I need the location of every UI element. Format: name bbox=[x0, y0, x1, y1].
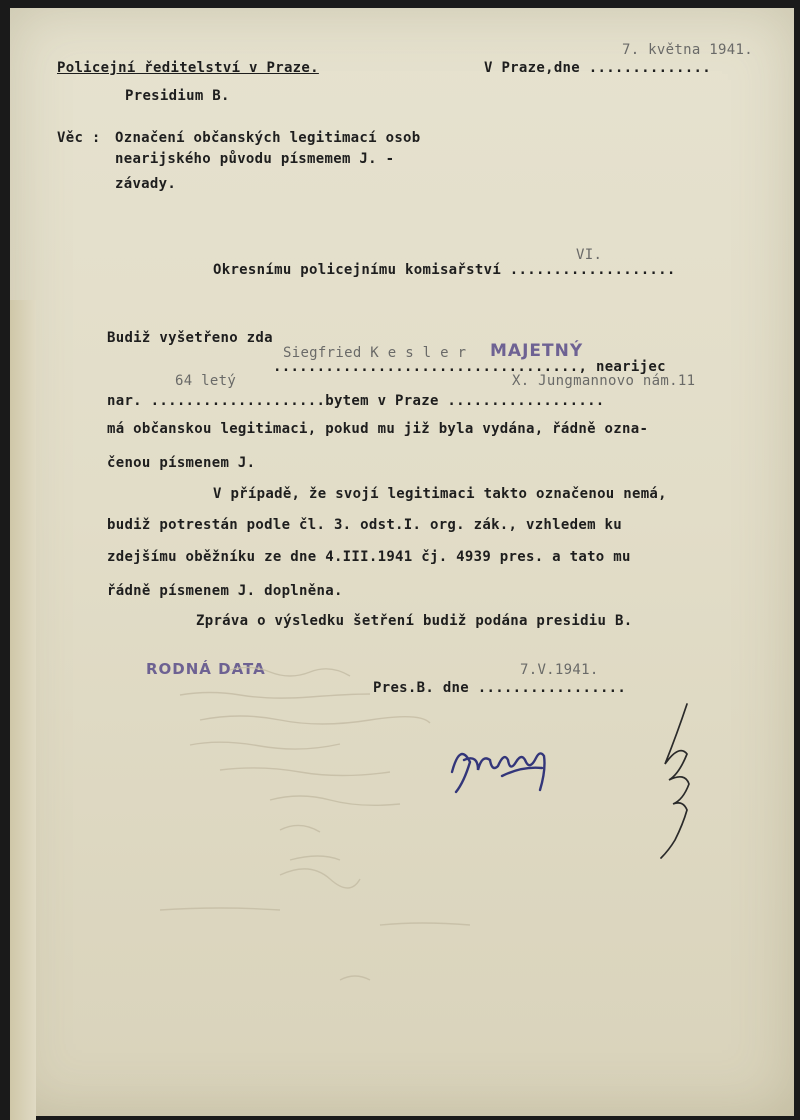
faint-bleed-through-marks bbox=[160, 650, 660, 1000]
place-date-line: V Praze,dne .............. bbox=[484, 60, 711, 76]
name-dotted-line: ..................................., nearijec bbox=[273, 359, 666, 375]
body-line-4: má občanskou legitimaci, pokud mu již byla vydána, řádně ozna- bbox=[107, 421, 649, 437]
pres-line: Pres.B. dne ................. bbox=[373, 680, 627, 696]
signature-primary bbox=[448, 730, 558, 810]
body-line-1: Budiž vyšetřeno zda bbox=[107, 330, 273, 346]
subject-label: Věc : bbox=[57, 130, 101, 146]
subject-line-1: Označení občanských legitimací osob bbox=[115, 130, 421, 146]
body-line-6: V případě, že svojí legitimaci takto označenou nemá, bbox=[213, 486, 667, 502]
body-line-9: řádně písmenem J. doplněna. bbox=[107, 583, 343, 599]
body-line-10: Zpráva o výsledku šetření budiž podána presidiu B. bbox=[196, 613, 633, 629]
body-line-7: budiž potrestán podle čl. 3. odst.I. org. zák., vzhledem ku bbox=[107, 517, 622, 533]
subject-line-2: nearijského původu písmemem J. - bbox=[115, 151, 395, 167]
pres-date: 7.V.1941. bbox=[520, 662, 599, 678]
department: Presidium B. bbox=[125, 88, 230, 104]
document-date: 7. května 1941. bbox=[622, 42, 753, 58]
precinct-number: VI. bbox=[576, 247, 603, 263]
body-line-3: nar. ....................bytem v Praze .................. bbox=[107, 393, 605, 409]
filled-age: 64 letý bbox=[175, 373, 237, 389]
addressee-line: Okresnímu policejnímu komisařství ................... bbox=[213, 262, 676, 278]
name-stamp: MAJETNÝ bbox=[490, 341, 584, 361]
body-line-8: zdejšímu oběžníku ze dne 4.III.1941 čj. 4939 pres. a tato mu bbox=[107, 549, 631, 565]
body-line-5: čenou písmenem J. bbox=[107, 455, 256, 471]
filled-address: X. Jungmannovo nám.11 bbox=[512, 373, 696, 389]
filled-name: Siegfried K e s l e r bbox=[283, 345, 467, 361]
signature-secondary bbox=[645, 700, 715, 860]
birth-data-stamp: RODNÁ DATA bbox=[146, 660, 266, 678]
subject-line-3: závady. bbox=[115, 176, 177, 192]
torn-left-edge bbox=[10, 300, 36, 1120]
issuing-authority: Policejní ředitelství v Praze. bbox=[57, 60, 319, 76]
